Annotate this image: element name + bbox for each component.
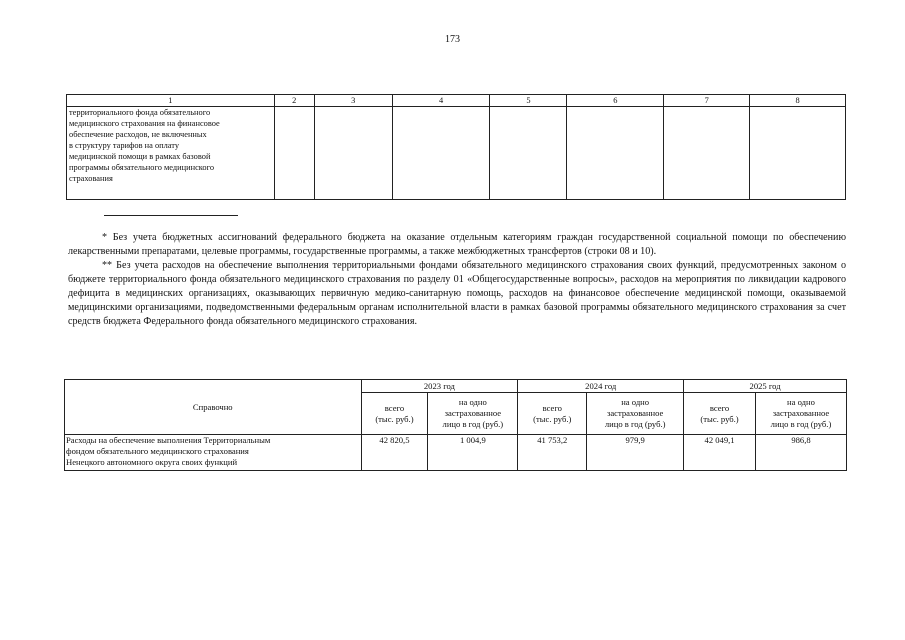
header-line: на одно [458,397,487,407]
header-line: лицо в год (руб.) [604,419,666,429]
header-line: (тыс. руб.) [700,413,739,424]
table-cell [490,107,567,200]
total-column-header [684,393,756,435]
row-label [65,435,362,471]
table-cell [392,107,490,200]
table-row [65,435,847,471]
header-line: всего [384,402,405,413]
value-cell: 979,9 [587,435,684,471]
value-cell: 986,8 [756,435,847,471]
header-line: лицо в год (руб.) [442,419,504,429]
value-cell: 1 004,9 [428,435,518,471]
row-label-line: обеспечение расходов, не включенных [69,130,207,139]
row-label-line: страхования [69,174,113,183]
column-header: 8 [750,95,846,107]
row-label-line: фондом обязательного медицинского страхования [66,446,249,456]
reference-table [64,379,847,471]
table-row [67,107,846,200]
column-header: 6 [567,95,664,107]
footnote-1: * Без учета бюджетных ассигнований федерального бюджета на оказание отдельным категориям граждан государственной социальной помощи по обеспечению лекарственными препаратами, целевые программы, государственные программы, а также межбюджетных трансфертов (строки 08 и 10). [68,232,846,257]
row-label-line: программы обязательного медицинского [69,163,215,172]
table-cell [314,107,392,200]
value-cell: 41 753,2 [518,435,587,471]
year-header: 2024 год [518,380,684,393]
value-cell: 42 049,1 [684,435,756,471]
year-header: 2023 год [361,380,518,393]
total-column-header [361,393,428,435]
footnotes [68,231,846,329]
row-label-line: медицинской помощи в рамках базовой [69,152,211,161]
total-column-header [518,393,587,435]
table-cell [750,107,846,200]
header-line: всего [709,402,730,413]
value-cell: 42 820,5 [361,435,428,471]
header-line: всего [542,402,562,413]
header-line: застрахованное [444,408,502,418]
row-label-line: территориального фонда обязательного [69,108,211,117]
page-number: 173 [445,34,460,45]
column-header: 3 [314,95,392,107]
header-line: на одно [621,397,650,407]
header-line: застрахованное [606,408,664,418]
column-header: 7 [664,95,750,107]
column-header: 5 [490,95,567,107]
footnote-divider [104,215,238,216]
continuation-table [66,94,846,200]
table-header-row [67,95,846,107]
row-label [67,107,275,200]
table-cell [567,107,664,200]
table-cell [664,107,750,200]
corner-header: Справочно [65,380,362,435]
per-person-column-header [756,393,847,435]
row-label-line: в структуру тарифов на оплату [69,141,180,150]
table-header-row [65,380,847,393]
footnote-2: ** Без учета расходов на обеспечение выполнения территориальными фондами обязательного медицинского страхования своих функций, предусмотренных законом о бюджете территориального фонда обязательного медицинского страхования по разделу 01 «Общегосударственные вопросы», расходов на мероприятия по ликвидации кадрового дефицита в медицинских организациях, оказывающих первичную медико-санитарную помощь, расходов на финансовое обеспечение медицинской помощи, оказываемой медицинскими организациями, подведомственными федеральным органам исполнительной власти в рамках базовой программы обязательного медицинского страхования за счет средств бюджета Федерального фонда обязательного медицинского страхования. [68,260,846,327]
header-line: на одно [787,397,815,407]
year-header: 2025 год [684,380,847,393]
column-header: 1 [67,95,275,107]
row-label-line: Расходы на обеспечение выполнения Территориальным [66,435,271,445]
row-label-line: Ненецкого автономного округа своих функций [66,457,238,467]
header-line: (тыс. руб.) [375,413,414,424]
per-person-column-header [428,393,518,435]
header-line: застрахованное [772,408,830,418]
table-cell [274,107,314,200]
row-label-line: медицинского страхования на финансовое [69,119,220,128]
header-line: лицо в год (руб.) [770,419,832,429]
header-line: (тыс. руб.) [533,413,572,424]
per-person-column-header [587,393,684,435]
column-header: 2 [274,95,314,107]
column-header: 4 [392,95,490,107]
